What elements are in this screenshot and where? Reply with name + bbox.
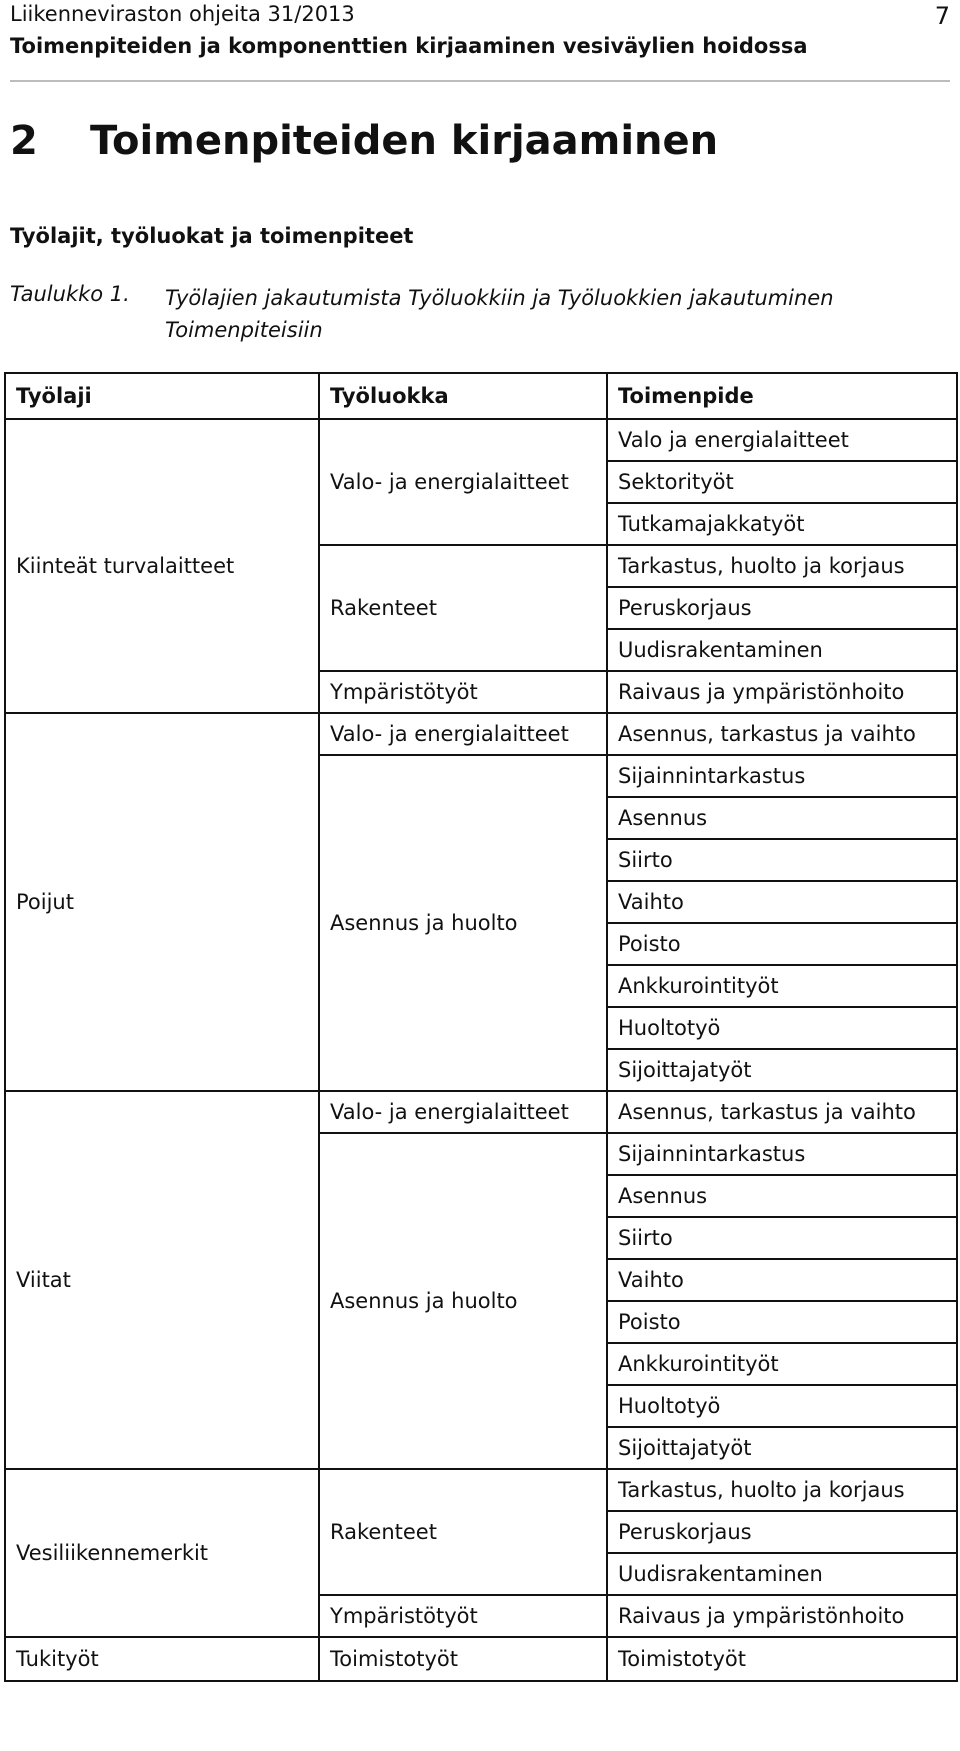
cell-tyoluokka: Asennus ja huolto	[319, 755, 607, 1091]
cell-toimenpide: Sijainnintarkastus	[607, 1133, 957, 1175]
cell-tyoluokka: Valo- ja energialaitteet	[319, 1091, 607, 1133]
section-number: 2	[10, 118, 38, 164]
cell-tyoluokka: Toimistotyöt	[319, 1637, 607, 1681]
column-header-tyolaji: Työlaji	[5, 373, 319, 419]
page-number: 7	[934, 2, 950, 30]
cell-toimenpide: Poisto	[607, 923, 957, 965]
cell-toimenpide: Tutkamajakkatyöt	[607, 503, 957, 545]
table-row	[5, 1469, 957, 1511]
cell-toimenpide: Ankkurointityöt	[607, 1343, 957, 1385]
section-title: Toimenpiteiden kirjaaminen	[90, 118, 719, 164]
cell-toimenpide: Vaihto	[607, 1259, 957, 1301]
cell-toimenpide: Valo ja energialaitteet	[607, 419, 957, 461]
cell-toimenpide: Siirto	[607, 839, 957, 881]
cell-tyoluokka: Ympäristötyöt	[319, 1595, 607, 1637]
cell-tyolaji: Kiinteät turvalaitteet	[5, 419, 319, 713]
cell-toimenpide: Asennus	[607, 1175, 957, 1217]
section-heading	[10, 118, 718, 164]
column-header-tyoluokka: Työluokka	[319, 373, 607, 419]
cell-tyoluokka: Valo- ja energialaitteet	[319, 419, 607, 545]
table-header-row	[5, 373, 957, 419]
publication-title: Toimenpiteiden ja komponenttien kirjaaminen vesiväylien hoidossa	[10, 34, 808, 58]
cell-tyoluokka: Rakenteet	[319, 1469, 607, 1595]
cell-tyolaji: Viitat	[5, 1091, 319, 1469]
work-type-table	[4, 372, 958, 1682]
table-row	[5, 419, 957, 461]
table-row	[5, 1091, 957, 1133]
cell-toimenpide: Tarkastus, huolto ja korjaus	[607, 1469, 957, 1511]
cell-toimenpide: Poisto	[607, 1301, 957, 1343]
table-row	[5, 713, 957, 755]
cell-tyoluokka: Asennus ja huolto	[319, 1133, 607, 1469]
cell-tyolaji: Vesiliikennemerkit	[5, 1469, 319, 1637]
cell-tyoluokka: Ympäristötyöt	[319, 671, 607, 713]
cell-tyoluokka: Valo- ja energialaitteet	[319, 713, 607, 755]
cell-tyoluokka: Rakenteet	[319, 545, 607, 671]
table-caption-label: Taulukko 1.	[10, 282, 130, 306]
cell-toimenpide: Sijoittajatyöt	[607, 1427, 957, 1469]
table-caption-text: Työlajien jakautumista Työluokkiin ja Työluokkien jakautuminen Toimenpiteisiin	[165, 286, 834, 342]
cell-toimenpide: Uudisrakentaminen	[607, 1553, 957, 1595]
header-divider	[10, 80, 950, 82]
cell-tyolaji: Tukityöt	[5, 1637, 319, 1681]
cell-toimenpide: Peruskorjaus	[607, 1511, 957, 1553]
cell-toimenpide: Sijoittajatyöt	[607, 1049, 957, 1091]
cell-toimenpide: Raivaus ja ympäristönhoito	[607, 1595, 957, 1637]
publication-series: Liikenneviraston ohjeita 31/2013	[10, 2, 355, 26]
cell-toimenpide: Toimistotyöt	[607, 1637, 957, 1681]
cell-tyolaji: Poijut	[5, 713, 319, 1091]
table-row	[5, 1637, 957, 1681]
cell-toimenpide: Sektorityöt	[607, 461, 957, 503]
cell-toimenpide: Sijainnintarkastus	[607, 755, 957, 797]
cell-toimenpide: Ankkurointityöt	[607, 965, 957, 1007]
subsection-heading: Työlajit, työluokat ja toimenpiteet	[10, 224, 414, 248]
cell-toimenpide: Tarkastus, huolto ja korjaus	[607, 545, 957, 587]
cell-toimenpide: Siirto	[607, 1217, 957, 1259]
column-header-toimenpide: Toimenpide	[607, 373, 957, 419]
cell-toimenpide: Asennus, tarkastus ja vaihto	[607, 1091, 957, 1133]
cell-toimenpide: Vaihto	[607, 881, 957, 923]
cell-toimenpide: Huoltotyö	[607, 1385, 957, 1427]
table-body	[5, 419, 957, 1681]
cell-toimenpide: Asennus	[607, 797, 957, 839]
cell-toimenpide: Peruskorjaus	[607, 587, 957, 629]
cell-toimenpide: Uudisrakentaminen	[607, 629, 957, 671]
cell-toimenpide: Asennus, tarkastus ja vaihto	[607, 713, 957, 755]
cell-toimenpide: Raivaus ja ympäristönhoito	[607, 671, 957, 713]
cell-toimenpide: Huoltotyö	[607, 1007, 957, 1049]
